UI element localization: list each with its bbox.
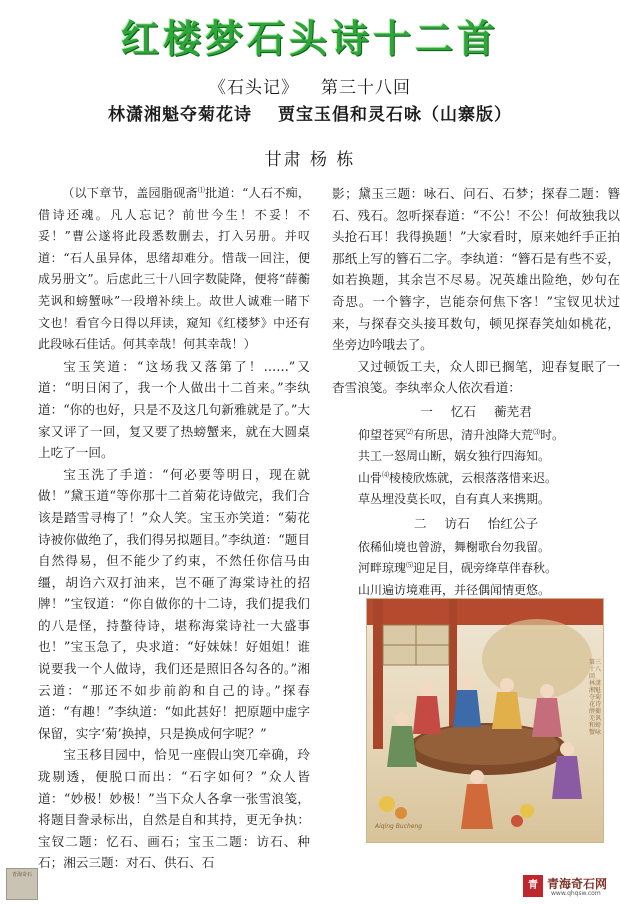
intro-text-a: （以下章节，盖园脂砚斋 <box>62 186 198 200</box>
chapter-line <box>0 73 620 98</box>
verse-text: 有所思，清升浊降大荒 <box>413 427 534 442</box>
body-paragraph: 宝玉移目园中，恰见一座假山突兀牵确，玲珑剔透，便脱口而出：“石字如何？”众人皆道：“妙极！妙极！”当下众人各拿一张雪浪笺，将题目誊录标出，自然是自和其持，更无争执：宝钗二题：忆石、画石；宝玉二题：访石、种石；湘云三题：对石、供石、石 <box>38 747 310 871</box>
verse-text: 河畔琼瑰 <box>358 561 407 576</box>
brand-name: 青海奇石网 <box>547 877 608 891</box>
poem-heading <box>332 401 620 423</box>
verse-text: 迎足目，砚旁绛草伴春秋。 <box>413 561 558 576</box>
poem-line: 草丛埋没莫长叹，自有真人来携期。 <box>358 492 551 507</box>
poem-line: 山川遍访境难再，并径偶闻情更悠。 <box>358 582 551 597</box>
left-column <box>38 183 310 874</box>
verse-text: 山骨 <box>358 470 383 485</box>
roof-beam <box>367 599 603 625</box>
figure-robe <box>387 726 417 767</box>
footnote-ref: ⑸ <box>406 561 414 570</box>
book-title: 《石头记》 <box>209 78 299 98</box>
chapter-number: 第三十八回 <box>321 78 411 98</box>
flower <box>395 807 407 819</box>
pillar-left <box>373 599 383 749</box>
body-paragraph: 又过顿饭工夫，众人即已搁笔，迎春复眠了一杳雪浪笺。李纨率众人依次看道： <box>332 358 620 396</box>
body-paragraph: 宝玉笑道：“这场我又落第了！……”又道：“明日闲了，我一个人做出十二首来。”李纨道：“你的也好，只是不及这几句新雅就是了。”大家又评了一回，复又要了热螃蟹来，就在大圆桌上吃了一回。 <box>38 358 310 461</box>
poem-title: 访石 <box>444 515 470 531</box>
body-paragraph: 影；黛玉三题：咏石、问石、石梦；探春二题：簪石、残石。忽听探春道：“不公！不公！何故独我以头抢石耳！我得换题！”大家看时，原来她纤手正拍那纸上写的簪石二字。李纨道：“簪石是有些不妥，如若换题，其余岂不尽易。况英雄出险绝，妙句在奇思。一个簪字，岂能奈何焦下客！”宝钗见状过来，与探春交头接耳数句，顿见探春笑灿如桃花，坐旁边吟哦去了。 <box>332 186 620 353</box>
figure-robe <box>552 756 582 799</box>
figure-head <box>560 742 574 756</box>
poem-line: 共工一怒周山断，娲女独行四海知。 <box>358 449 551 464</box>
footnote-ref: ⑶ <box>533 427 541 436</box>
figure-robe <box>461 784 493 829</box>
figure-head <box>395 712 409 726</box>
footnote-ref: ⑵ <box>406 427 414 436</box>
figure-head <box>540 684 554 698</box>
painter-signature: Aiqing Bucheng <box>375 823 423 830</box>
poem-author: 蘅芜君 <box>494 403 532 419</box>
poem-title: 忆石 <box>450 403 476 419</box>
painting-caption: 第三十八回 林潇湘魁夺菊花诗 薛蘅芜讽和螃蟹咏 <box>589 659 602 736</box>
poem-line <box>332 558 620 580</box>
figure-head <box>420 682 434 696</box>
poem-line: 依稀仙境也曾游，舞榭歌台勿我留。 <box>358 539 551 554</box>
poem-number: 一 <box>420 403 433 419</box>
intro-text-b: 批道：“人石不痴，借诗还魂。凡人忘记？前世今生！不妥！不妥！”曹公遂将此段悉数删去，打入另册。并叹道：“石人虽异体，思绪却难分。惜哉一回注，便成另册文”。后虑此三十八回字数陡降，便将“薛蘅芜讽和螃蟹咏”一段增补续上。故世人诚难一睹下文也！看官今日得以拜读，窥知《红楼梦》中还有此段咏石佳话。何其幸哉！何其幸哉！） <box>38 186 310 352</box>
figure-head <box>470 770 484 784</box>
magazine-logo <box>6 868 38 900</box>
footnote-ref: ⑷ <box>382 470 390 479</box>
body-paragraph: 宝玉洗了手道：“何必要等明日，现在就做！”黛玉道“等你那十二首菊花诗做完，我们合该是踏雪寻梅了！”众人笑。宝玉亦笑道：“菊花诗被你做绝了，我们得另拟题目。”李纨道：“题目自然得易，但不能少了约束，不然任你信马由缰，胡诌六双打油来，岂不砸了海棠诗社的招牌！”宝钗道：“你自做你的十二诗，我们提我们的八是怪，持螯待诗，堪称海棠诗社一大盛事也！”宝玉急了，央求道：“好妹妹！好姐姐！谁说要我一个人做诗，我们还是照旧各勾各的。”湘云道：“那还不如步前韵和自己的诗。”探春道：“有趣！”李纨道：“如此甚好！把原题中虚字保留，实字‘菊’换掉，只是换成何字呢？” <box>38 466 310 741</box>
figure-head <box>500 678 514 692</box>
verse-text: 时。 <box>540 427 565 442</box>
poem-heading <box>332 513 620 535</box>
poem-number: 二 <box>413 515 427 531</box>
flower <box>511 815 523 827</box>
verse-text: 棱棱欣炼就，云根落落惜来迟。 <box>389 470 558 485</box>
flower <box>520 804 534 818</box>
footnote-ref: ⑴ <box>197 185 206 194</box>
tree-foliage <box>482 619 592 699</box>
poem-line <box>332 468 620 490</box>
poem-line <box>332 425 620 447</box>
intro-paragraph <box>38 183 310 356</box>
figure-robe <box>492 692 522 729</box>
figure-head <box>460 676 474 690</box>
brand-url: www.qhqsw.com <box>551 890 601 897</box>
figure-robe <box>413 696 441 734</box>
figure-robe <box>453 690 481 727</box>
poem-author: 怡红公子 <box>487 515 539 531</box>
author-byline: 甘肃 杨 栋 <box>264 150 356 170</box>
flower <box>379 796 395 812</box>
heading-a: 林潇湘魁夺菊花诗 <box>108 105 252 125</box>
chapter-heading <box>0 100 620 125</box>
banner-title: 红楼梦石头诗十二首 <box>120 17 499 61</box>
logo-text: 青海奇石 <box>11 872 32 878</box>
verse-text: 仰望苍冥 <box>358 427 407 442</box>
right-column <box>332 183 620 597</box>
heading-b: 贾宝玉倡和灵石咏（山寨版） <box>278 105 512 125</box>
brand-seal: 青 <box>523 875 543 897</box>
illustration-painting <box>366 598 604 843</box>
figure-robe <box>532 698 562 737</box>
site-brand <box>519 875 619 901</box>
painting-scene <box>367 599 603 842</box>
